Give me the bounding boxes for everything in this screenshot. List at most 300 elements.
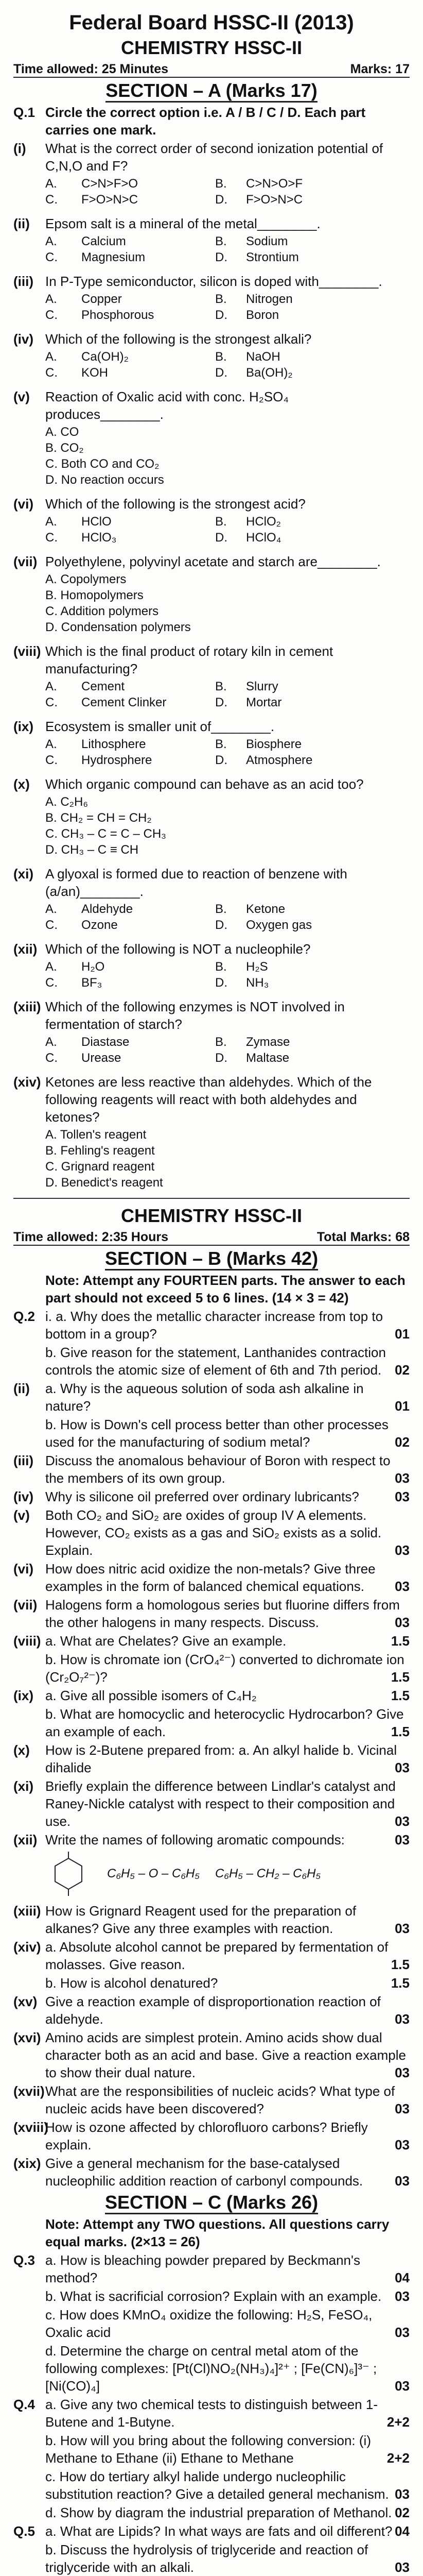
question-body [45,1596,410,1631]
option-letter: C. [45,250,58,264]
option-text: KOH [81,366,109,380]
question-marks: 03 [395,1579,410,1594]
question-number: (ii) [13,216,30,231]
question-text: a. How is bleaching powder prepared by Beckmann's method? [45,2252,360,2285]
question-body [45,1560,410,1595]
question-number: (iv) [13,1489,33,1504]
question-body [45,1344,410,1379]
marks-a: Marks: 17 [350,62,410,76]
question-number: (xix) [13,2156,41,2171]
question-number: (xii) [13,1832,38,1848]
option-text: Ketone [246,902,286,916]
option-text: NH₃ [246,976,269,990]
marks-total: Total Marks: 68 [316,1230,410,1244]
question-row [13,1560,410,1595]
question-row [13,553,410,570]
option-letter: C. [45,696,58,709]
question-marks: 03 [395,2289,410,2304]
question-marks: 2+2 [386,2414,410,2430]
divider [13,1198,410,1199]
option-text: Lithosphere [81,737,146,751]
question-number: Q.4 [13,2397,35,2412]
option-text: C>N>O>F [246,177,303,191]
option-text: D. Benedict's reagent [45,1176,163,1190]
question-body [45,2432,410,2467]
question-marks: 03 [395,2560,410,2575]
question-body [45,2155,410,2190]
question-row [13,1993,410,2028]
question-marks: 03 [395,1832,410,1848]
question-row [13,1831,410,1849]
option-letter: C. [45,193,58,207]
options-grid [45,349,410,381]
question-text: Give a reaction example of disproportionation reaction of aldehyde. [45,1994,381,2027]
option-text: Mortar [246,696,282,709]
option-letter: D. [215,366,227,380]
question-number: (x) [13,776,30,792]
question-text: i. a. Why does the metallic character increase from top to bottom in a group? [45,1309,383,1342]
question-number: (xvi) [13,2030,41,2045]
question-body [45,1416,410,1451]
nitrophenol-structure [45,1851,92,1897]
option-text: Biosphere [246,737,302,751]
question-text: Epsom salt is a mineral of the metal________. [45,216,321,231]
question-marks: 03 [395,1489,410,1504]
option-text: Ba(OH)₂ [246,366,293,380]
question-number: (ii) [13,1381,30,1396]
question-row [13,1974,410,1992]
option-text: B. CO₂ [45,441,84,455]
section-a-title: SECTION – A (Marks 17) [13,79,410,103]
question-text: Why is silicone oil preferred over ordinary lubricants? [45,1489,359,1504]
question-row [13,2287,410,2305]
question-body [45,2522,410,2540]
option-text: Hydrosphere [81,753,152,767]
question-text: Which of the following enzymes is NOT involved in fermentation of starch? [45,999,345,1032]
question-row [13,273,410,290]
question-number [13,1344,45,1379]
option-text: Phosphorous [81,308,154,322]
option-text: Magnesium [81,250,146,264]
option-text: Slurry [246,680,278,693]
option-letter: B. [215,350,227,364]
question-text: a. Why is the aqueous solution of soda ash alkaline in nature? [45,1381,364,1414]
option-letter: A. [45,515,57,529]
question-text: What are the responsibilities of nucleic acids? What type of nucleic acids have been discovered? [45,2083,395,2116]
question-text: What is the correct order of second ionization potential of C,N,O and F? [45,141,383,174]
question-row [13,1938,410,1973]
option-text: NaOH [246,350,280,364]
question-number [13,2287,45,2305]
option-text: Nitrogen [246,292,293,306]
question-number: (vii) [13,1597,38,1613]
question-text: Both CO₂ and SiO₂ are oxides of group IV A elements. However, CO₂ exists as a gas and SiO₂ exists as a solid. Explain. [45,1507,382,1558]
subject-title: CHEMISTRY HSSC-II [120,37,303,58]
question-row [13,2504,410,2521]
option-text: C. CH₃ – C = C – CH₃ [45,827,166,841]
option-letter: B. [215,902,227,916]
option-letter: D. [215,753,227,767]
question-number: Q.1 [13,105,35,120]
question-marks: 1.5 [391,1669,410,1685]
options-list [45,1127,410,1191]
option-letter: C. [45,1051,58,1065]
section-c-note: Note: Attempt any TWO questions. All questions carry equal marks. (2×13 = 26) [45,2216,390,2249]
option-text: D. CH₃ – C ≡ CH [45,843,139,857]
question-text: d. Determine the charge on central metal atom of the following complexes: [Pt(Cl)NO₂(NH₃)₄]²⁺ ; [Fe(CN)₆]³⁻ ; [Ni(CO)₄] [45,2343,377,2394]
question-text: How is 2-Butene prepared from: a. An alkyl halide b. Vicinal dihalide [45,1742,397,1775]
option-letter: C. [45,976,58,990]
question-text: c. How does KMnO₄ oxidize the following: H₂S, FeSO₄, Oxalic acid [45,2307,373,2340]
question-number [13,2504,45,2521]
question-number: (xviii) [13,2120,48,2135]
options-grid [45,1034,410,1066]
question-body [45,2029,410,2081]
option-text: C. Both CO and CO₂ [45,457,160,471]
question-row [13,1741,410,1776]
question-number: (xiv) [13,1939,41,1955]
question-number: (xiii) [13,1903,41,1919]
question-number [13,2306,45,2341]
question-text: Ecosystem is smaller unit of________. [45,719,275,734]
question-text: b. What are homocyclic and heterocyclic Hydrocarbon? Give an example of each. [45,1706,404,1739]
question-text: Which is the final product of rotary kiln in cement manufacturing? [45,643,333,676]
question-number: (v) [13,389,30,404]
question-number [13,2468,45,2503]
option-text: HClO [81,515,112,529]
question-text: b. What is sacrificial corrosion? Explain with an example. [45,2289,382,2304]
options-grid [45,514,410,546]
question-text: a. What are Lipids? In what ways are fats and oil different? [45,2523,393,2539]
section-b-questions [13,1308,410,2190]
question-text: b. Give reason for the statement, Lanthanides contraction controls the atomic size of element of 6th and 7th period. [45,1345,386,1378]
question-text: a. Absolute alcohol cannot be prepared by fermentation of molasses. Give reason. [45,1939,389,1972]
question-row [13,1596,410,1631]
question-row [13,2155,410,2190]
question-number: (xiv) [13,1074,41,1090]
question-row [13,1651,410,1686]
question-body [45,1902,410,1937]
option-text: D. No reaction occurs [45,473,164,487]
option-letter: A. [45,177,57,191]
question-body [45,2251,410,2286]
options-list [45,571,410,635]
question-row [13,1777,410,1830]
question-row [13,940,410,958]
question-number [13,1416,45,1451]
question-number: (xi) [13,1778,33,1794]
question-body [45,2504,410,2521]
aromatic-compounds [45,1851,410,1897]
question-row [13,2029,410,2081]
question-marks: 03 [395,2378,410,2394]
time-allowed-a: Time allowed: 25 Minutes [13,62,169,76]
question-number [13,1651,45,1686]
option-letter: D. [215,250,227,264]
question-text: Which organic compound can behave as an acid too? [45,776,364,792]
question-body [45,2082,410,2117]
question-row [13,2251,410,2286]
question-number: (ix) [13,1688,33,1703]
question-text: Briefly explain the difference between Lindlar's catalyst and Raney-Nickle catalyst with respect to their composition and use. [45,1778,396,1829]
question-number: (vi) [13,1561,33,1577]
option-text: C. Addition polymers [45,604,159,618]
question-text: A glyoxal is formed due to reaction of benzene with (a/an)________. [45,866,347,899]
question-body [45,1831,410,1849]
option-text: HClO₃ [81,531,117,545]
question-row [13,2119,410,2154]
question-row [13,2541,410,2576]
question-marks: 03 [395,2065,410,2080]
question-text: How does nitric acid oxidize the non-metals? Give three examples in the form of balanced chemical equations. [45,1561,376,1594]
question-body [45,2541,410,2576]
question-marks: 02 [395,1362,410,1378]
option-text: B. Fehling's reagent [45,1144,155,1158]
option-letter: B. [215,515,227,529]
question-number: (vii) [13,554,38,569]
section-b-meta [13,1230,410,1246]
option-text: Strontium [246,250,299,264]
question-marks: 02 [395,1434,410,1450]
question-body [45,1687,410,1704]
question-body [45,1308,410,1343]
options-grid [45,901,410,933]
question-row [13,718,410,735]
question-text: a. What are Chelates? Give an example. [45,1633,287,1649]
question-row [13,1705,410,1740]
option-letter: C. [45,531,58,545]
question-text: b. How will you bring about the following conversion: (i) Methane to Ethane (ii) Ethane to Methane [45,2433,371,2466]
question-row [13,1452,410,1487]
section-b-title: SECTION – B (Marks 42) [13,1247,410,1270]
question-text: b. How is chromate ion (CrO₄²⁻) converted to dichromate ion (Cr₂O₇²⁻)? [45,1652,404,1685]
question-number [13,2541,45,2576]
option-letter: D. [215,308,227,322]
option-text: BF₃ [81,976,102,990]
option-text: A. Tollen's reagent [45,1128,147,1142]
option-letter: A. [45,902,57,916]
question-body [45,1452,410,1487]
question-text: Discuss the anomalous behaviour of Boron with respect to the members of its own group. [45,1453,391,1486]
question-text: a. Give all possible isomers of C₄H₂ [45,1688,257,1703]
section-b-subject: CHEMISTRY HSSC-II [120,1205,303,1226]
question-row [13,2432,410,2467]
option-letter: B. [215,234,227,248]
question-row [13,495,410,513]
option-text: Urease [81,1051,121,1065]
option-text: A. C₂H₆ [45,795,89,809]
section-a-meta [13,62,410,78]
question-text: Write the names of following aromatic compounds: [45,1832,345,1848]
question-text: Ketones are less reactive than aldehydes. Which of the following reagents will react with both aldehydes and ketones? [45,1074,372,1125]
question-marks: 2+2 [386,2450,410,2466]
option-letter: B. [215,960,227,974]
question-row [13,775,410,793]
question-number: (ix) [13,719,33,734]
question-marks: 1.5 [391,1633,410,1649]
option-text: F>O>N>C [81,193,138,207]
compound-formula: C₆H₅ – CH₂ – C₆H₅ [215,1867,321,1880]
question-text: How is Grignard Reagent used for the preparation of alkanes? Give any three examples with reaction. [45,1903,357,1936]
question-body [45,1974,410,1992]
option-text: Ozone [81,918,118,932]
option-letter: B. [215,292,227,306]
question-body [45,1705,410,1740]
question-body [45,2468,410,2503]
option-letter: D. [215,531,227,545]
question-text: How is ozone affected by chlorofluoro carbons? Briefly explain. [45,2120,368,2153]
question-marks: 03 [395,2101,410,2116]
question-body [45,1380,410,1415]
option-letter: A. [45,234,57,248]
option-letter: A. [45,960,57,974]
section-b-note: Note: Attempt any FOURTEEN parts. The answer to each part should not exceed 5 to 6 lines. (14 × 3 = 42) [45,1273,406,1306]
question-number [13,1974,45,1992]
question-marks: 1.5 [391,1724,410,1739]
question-text: c. How do tertiary alkyl halide undergo nucleophilic substitution reaction? Give a detailed general mechanism. [45,2469,389,2502]
option-letter: A. [45,292,57,306]
question-body [45,2342,410,2395]
option-letter: A. [45,737,57,751]
section-c-questions [13,2251,410,2576]
option-letter: A. [45,680,57,693]
question-row [13,865,410,900]
question-body [45,1506,410,1559]
question-marks: 03 [395,1543,410,1558]
question-row [13,215,410,232]
question-body [45,1651,410,1686]
section-c-title: SECTION – C (Marks 26) [13,2191,410,2214]
question-row [13,2306,410,2341]
option-letter: C. [45,308,58,322]
option-letter: A. [45,1035,57,1049]
question-number: (xvii) [13,2083,45,2099]
question-number: (v) [13,1507,30,1523]
question-number: Q.3 [13,2252,35,2268]
option-letter: C. [45,366,58,380]
question-row [13,140,410,175]
question-body [45,2306,410,2341]
option-text: A. Copolymers [45,572,127,586]
question-row [13,1506,410,1559]
option-text: B. Homopolymers [45,588,144,602]
option-text: Diastase [81,1035,130,1049]
question-row [13,1416,410,1451]
question-marks: 03 [395,2137,410,2153]
question-marks: 01 [395,1326,410,1342]
question-text: Halogens form a homologous series but fluorine differs from the other halogens in many respects. Discuss. [45,1597,400,1630]
option-letter: A. [45,350,57,364]
question-marks: 03 [395,2011,410,2027]
option-text: HClO₄ [246,531,281,545]
question-body [45,1993,410,2028]
question-row [13,2342,410,2395]
question-marks: 03 [395,2173,410,2189]
question-text: Which of the following is NOT a nucleophile? [45,941,311,957]
question-text: a. Give any two chemical tests to distinguish between 1-Butene and 1-Butyne. [45,2397,378,2430]
question-row [13,1687,410,1704]
option-text: F>O>N>C [246,193,303,207]
option-text: Zymase [246,1035,290,1049]
question-row [13,1488,410,1505]
question-row [13,642,410,677]
question-row [13,2082,410,2117]
option-text: Ca(OH)₂ [81,350,129,364]
question-text: Reaction of Oxalic acid with conc. H₂SO₄ produces________. [45,389,289,422]
option-text: Cement [81,680,125,693]
question-marks: 02 [395,2505,410,2520]
question-marks: 04 [395,2523,410,2539]
question-marks: 01 [395,1398,410,1414]
question-body [45,2287,410,2305]
question-row [13,1902,410,1937]
options-list [45,794,410,858]
question-text: b. How is Down's cell process better than other processes used for the manufacturing of sodium metal? [45,1417,389,1450]
option-text: C. Grignard reagent [45,1160,155,1174]
question-body [45,1488,410,1505]
option-letter: B. [215,680,227,693]
question-number: (iv) [13,331,33,347]
question-number: (xiii) [13,999,41,1014]
option-text: A. CO [45,425,79,439]
question-row [13,2522,410,2540]
question-text: Circle the correct option i.e. A / B / C / D. Each part carries one mark. [45,105,366,138]
question-row [13,104,410,139]
question-number: (i) [13,141,26,156]
question-row [13,2396,410,2431]
question-marks: 1.5 [391,1957,410,1972]
options-list [45,424,410,488]
option-letter: D. [215,918,227,932]
question-marks: 03 [395,1814,410,1829]
option-text: Cement Clinker [81,696,167,709]
option-letter: B. [215,177,227,191]
question-text: b. How is alcohol denatured? [45,1975,218,1991]
option-letter: D. [215,696,227,709]
option-text: Aldehyde [81,902,133,916]
question-row [13,1632,410,1650]
question-text: In P-Type semiconductor, silicon is doped with________. [45,274,382,289]
options-grid [45,736,410,768]
question-number: (iii) [13,1453,33,1468]
question-number [13,2432,45,2467]
option-text: H₂O [81,960,105,974]
question-number: Q.5 [13,2523,35,2539]
option-text: Calcium [81,234,126,248]
option-letter: D. [215,193,227,207]
section-a-questions [13,104,410,1191]
question-row [13,1073,410,1126]
question-number: (viii) [13,643,41,659]
option-letter: D. [215,976,227,990]
question-row [13,1308,410,1343]
question-text: Give a general mechanism for the base-catalysed nucleophilic addition reaction of carbonyl compounds. [45,2156,363,2189]
time-allowed-b: Time allowed: 2:35 Hours [13,1230,169,1244]
question-body [45,1777,410,1830]
question-text: Polyethylene, polyvinyl acetate and starch are________. [45,554,381,569]
question-text: Which of the following is the strongest acid? [45,496,306,512]
question-row [13,330,410,348]
question-text: d. Show by diagram the industrial preparation of Methanol. [45,2505,392,2520]
options-grid [45,176,410,208]
question-row [13,1380,410,1415]
question-marks: 1.5 [391,1975,410,1991]
option-text: Copper [81,292,122,306]
option-text: Maltase [246,1051,290,1065]
question-text: Amino acids are simplest protein. Amino acids show dual character both as an acid and base. Give a reaction example to show their dual nature. [45,2030,406,2080]
question-body [45,1741,410,1776]
question-marks: 1.5 [391,1688,410,1703]
